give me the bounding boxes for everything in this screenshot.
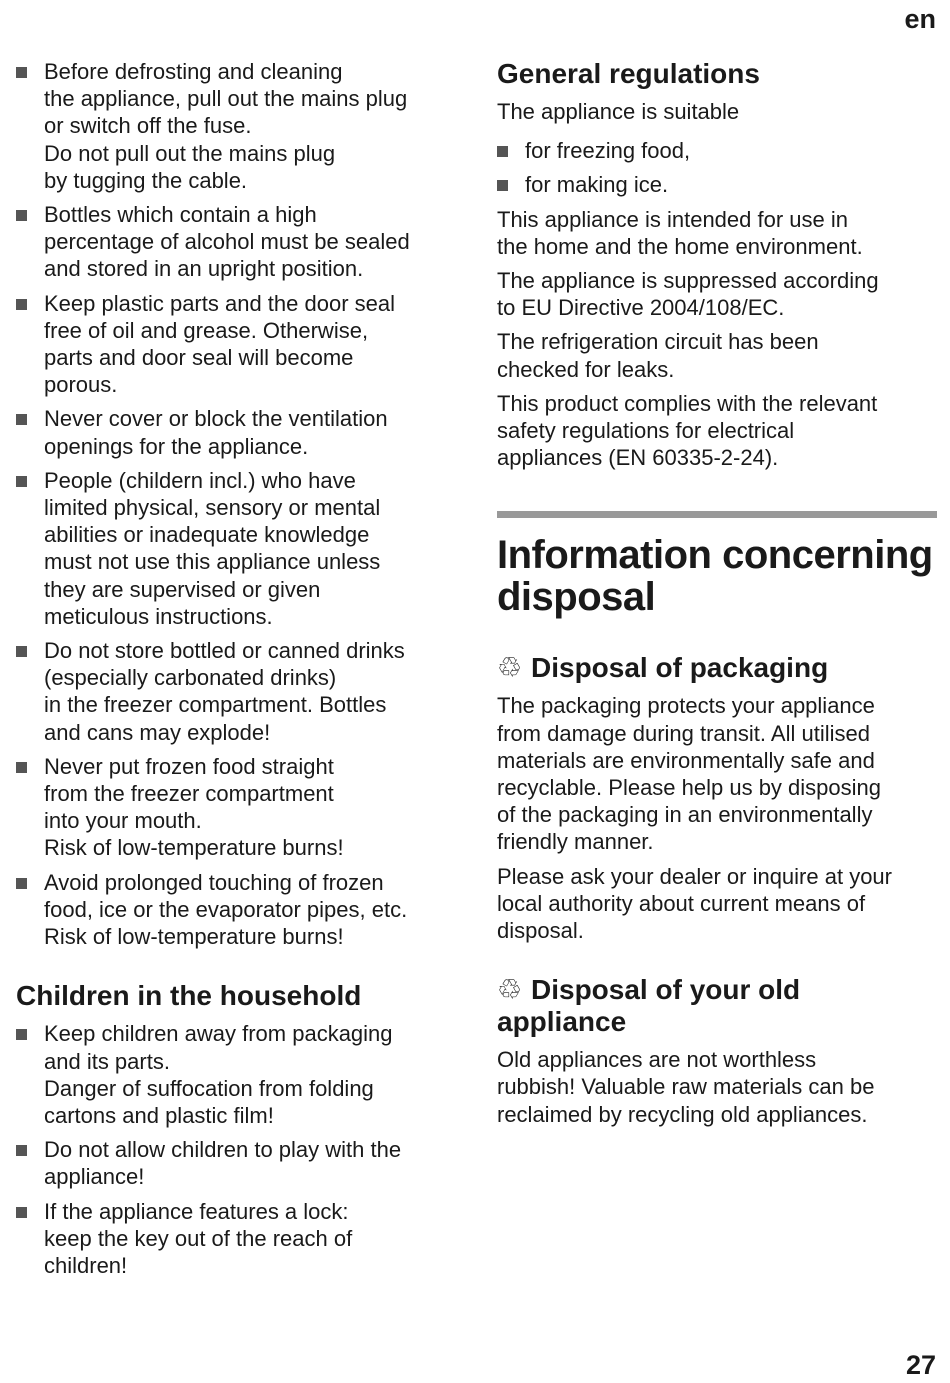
list-item [16, 869, 456, 951]
old-appliance-heading-text: Disposal of your old appliance [497, 974, 801, 1038]
general-paragraph: The appliance is suppressed according to EU Directive 2004/108/EC. [497, 268, 879, 321]
packaging-heading-text: Disposal of packaging [531, 652, 829, 684]
list-item [16, 1136, 456, 1190]
bullet-square-icon [16, 878, 27, 889]
bullet-square-icon [16, 1029, 27, 1040]
list-item [16, 637, 456, 746]
bullet-square-icon [16, 1145, 27, 1156]
list-item [497, 171, 937, 198]
list-item-text: Never put frozen food straight from the freezer compartment into your mouth. Risk of low-temperature burns! [44, 753, 344, 861]
bullet-square-icon [16, 67, 27, 78]
old-appliance-heading [497, 974, 937, 1038]
list-item [497, 137, 937, 164]
list-item-text: Keep plastic parts and the door seal free of oil and grease. Otherwise, parts and door seal will become porous. [44, 290, 396, 398]
general-regulations-heading: General regulations [497, 58, 760, 89]
general-bullet-list [497, 137, 937, 198]
list-item [16, 58, 456, 194]
old-appliance-paragraph: Old appliances are not worthless rubbish! Valuable raw materials can be reclaimed by recycling old appliances. [497, 1047, 875, 1127]
list-item [16, 290, 456, 399]
section-divider [497, 511, 937, 518]
bullet-square-icon [16, 646, 27, 657]
bullet-square-icon [497, 146, 508, 157]
disposal-section-title: Information concerning disposal [497, 533, 933, 620]
general-intro: The appliance is suitable [497, 99, 740, 124]
list-item-text: Keep children away from packaging and its parts. Danger of suffocation from folding cartons and plastic film! [44, 1021, 393, 1128]
right-column [497, 58, 937, 1135]
packaging-paragraph: Please ask your dealer or inquire at your local authority about current means of disposal. [497, 863, 892, 944]
bullet-square-icon [16, 210, 27, 221]
page-number: 27 [905, 1350, 936, 1380]
bullet-square-icon [16, 1207, 27, 1218]
language-code: en [904, 4, 936, 34]
bullet-square-icon [16, 762, 27, 773]
list-item-text: for freezing food, [525, 138, 691, 164]
packaging-paragraph: The packaging protects your appliance from damage during transit. All utilised materials are environmentally safe and recyclable. Please help us by disposing of the packaging in an environmentally friendly manner. [497, 693, 882, 855]
list-item [16, 467, 456, 630]
packaging-heading [497, 652, 937, 684]
list-item-text: Never cover or block the ventilation openings for the appliance. [44, 406, 388, 459]
list-item [16, 1198, 456, 1280]
children-bullet-list [16, 1020, 456, 1279]
list-item-text: People (childern incl.) who have limited physical, sensory or mental abilities or inadequate knowledge must not use this appliance unless they are supervised or given meticulous instructions. [44, 467, 381, 629]
recycle-icon: ♲ [497, 974, 523, 1006]
list-item-text: Avoid prolonged touching of frozen food, ice or the evaporator pipes, etc. Risk of low-temperature burns! [44, 869, 408, 950]
list-item-text: Do not store bottled or canned drinks (especially carbonated drinks) in the freezer compartment. Bottles and cans may explode! [44, 638, 405, 745]
general-paragraph: This appliance is intended for use in the home and the home environment. [497, 206, 863, 259]
bullet-square-icon [16, 299, 27, 310]
list-item [16, 201, 456, 283]
bullet-square-icon [16, 476, 27, 487]
list-item [16, 753, 456, 862]
list-item-text: Bottles which contain a high percentage of alcohol must be sealed and stored in an upright position. [44, 202, 410, 282]
safety-bullet-list [16, 58, 456, 950]
list-item-text: Do not allow children to play with the appliance! [44, 1137, 402, 1190]
left-column [16, 58, 456, 1286]
bullet-square-icon [497, 180, 508, 191]
list-item-text: Before defrosting and cleaning the appliance, pull out the mains plug or switch off the fuse. Do not pull out the mains plug by tugging the cable. [44, 59, 408, 193]
general-paragraph: The refrigeration circuit has been checked for leaks. [497, 329, 819, 382]
list-item [16, 1020, 456, 1129]
bullet-square-icon [16, 414, 27, 425]
children-heading: Children in the household [16, 980, 362, 1012]
recycle-icon: ♲ [497, 652, 523, 684]
list-item [16, 405, 456, 459]
list-item-text: If the appliance features a lock: keep the key out of the reach of children! [44, 1198, 353, 1278]
list-item-text: for making ice. [525, 172, 669, 198]
general-paragraph: This product complies with the relevant safety regulations for electrical appliances (EN 60335-2-24). [497, 390, 878, 471]
